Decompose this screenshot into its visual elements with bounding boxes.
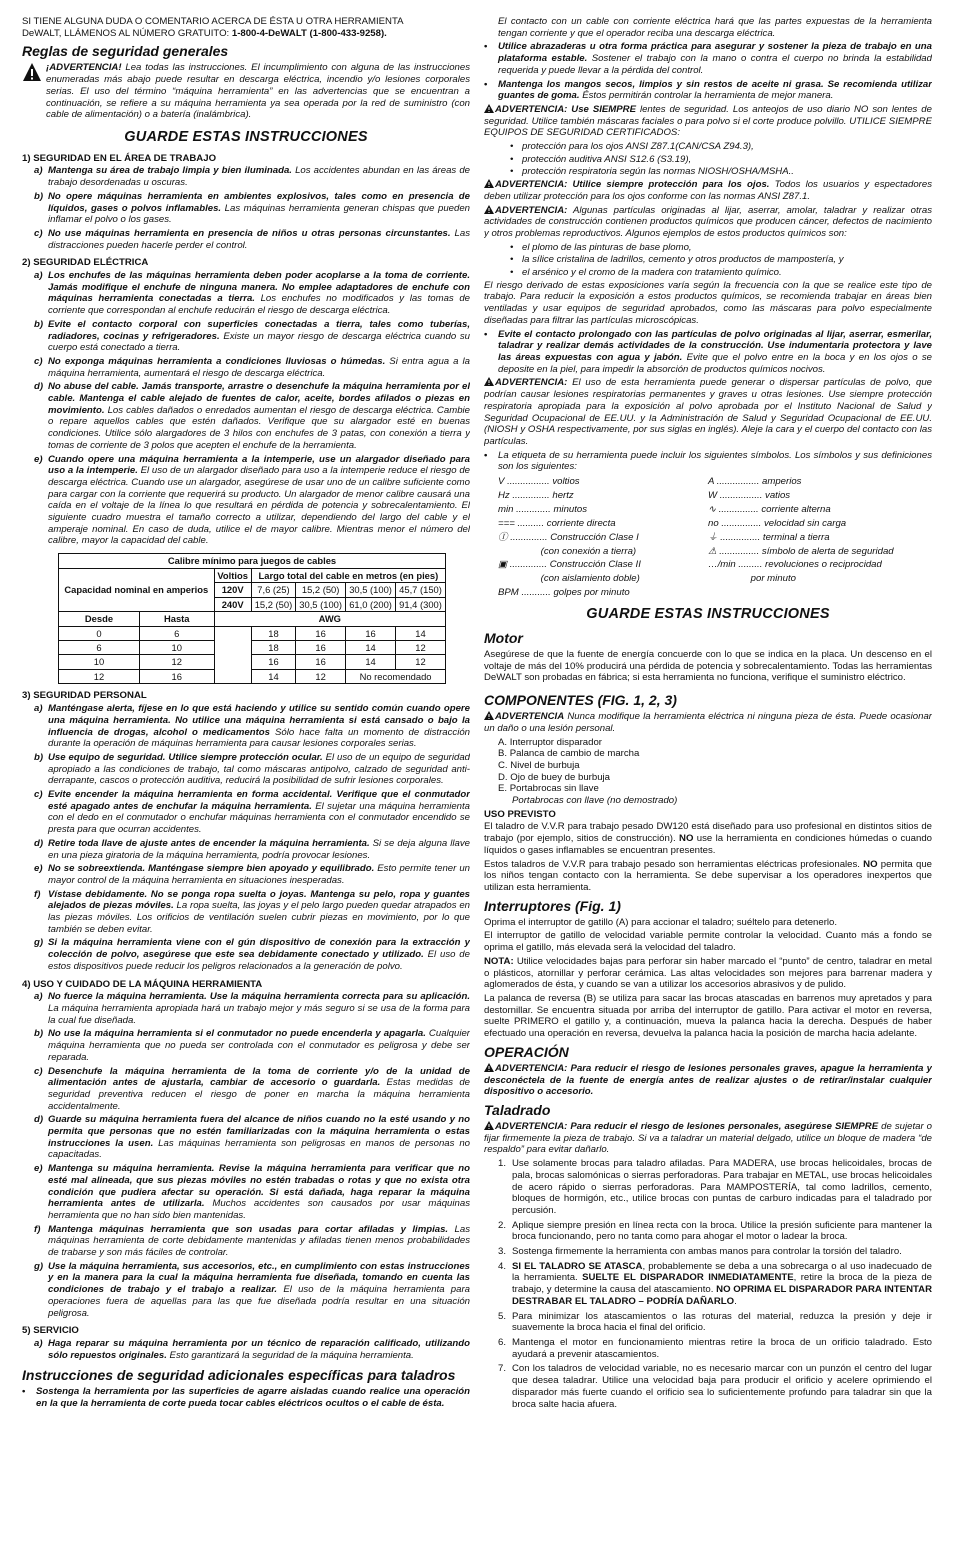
list-item: • protección auditiva ANSI S12.6 (S3.19), (510, 153, 692, 165)
warning-triangle-icon (484, 711, 494, 720)
list-item: e) No se sobreextienda. Manténgase siempre bien apoyado y equilibrado. Esto permite tener un mayor control de la máquina herramienta en situaciones inesperadas. (34, 863, 470, 886)
list-item: a) No fuerce la máquina herramienta. Use la máquina herramienta correcta para su aplicación. La máquina herramienta apropiada hará un trabajo mejor y más seguro si se usa de la forma para la cual fue diseñada. (34, 991, 470, 1026)
list-item: 5. Para minimizar los atascamientos o las roturas del material, reduzca la presión y deje ir suavemente la broca hacia el final del orificio. (498, 1310, 932, 1334)
list-item: c) Evite encender la máquina herramienta en forma accidental. Verifique que el conmutador esté apagado antes de enchufar la máquina herramienta. El sujetar una máquina herramienta con el dedo en el conmutador o enchufar máquinas herramienta con el conmutador encendido se presta para que ocurran accidentes. (34, 789, 470, 836)
warning-triangle-icon (484, 1063, 494, 1072)
intended-use-text-2: Estos taladros de V.V.R para trabajo pesado son herramientas eléctricas profesionales. NO permita que los niños tengan contacto con la herramienta. Se debe supervisar a los operadores inexpertos que utilizan esta herramienta. (484, 858, 932, 893)
list-item: El contacto con un cable con corriente eléctrica hará que las partes expuestas de la herramienta tengan corriente y que el operador reciba una descarga eléctrica. (498, 16, 932, 39)
left-column (22, 16, 470, 1562)
service-title: 5) SERVICIO (22, 1325, 79, 1337)
list-item: d) Retire toda llave de ajuste antes de encender la máquina herramienta. Si se deja alguna llave en una pieza giratoria de la máquina herramienta, podría provocar lesiones. (34, 837, 470, 861)
list-item: • la sílice cristalina de ladrillos, cemento y otros productos de mampostería, y (510, 254, 844, 266)
warning-eye: ADVERTENCIA: Utilice siempre protección para los ojos. Todos los usuarios y espectadores deben utilizar protección para los ojos conforme con las normas ANSI Z87.1. (484, 179, 932, 202)
operation-warning: ADVERTENCIA: Para reducir el riesgo de lesiones personales graves, apague la herramienta y desconéctela de la fuente de energía antes de realizar ajustes o de retirar/instalar cualquier dispositivo o accesorio. (484, 1062, 932, 1098)
components-warning: ADVERTENCIA Nunca modifique la herramienta eléctrica ni ninguna pieza de ésta. Puede ocasionar un daño o una lesión personal. (484, 711, 932, 734)
list-item: 6. Mantenga el motor en funcionamiento mientras retire la broca de un orificio taladrado. Esto ayudará a prevenir atascamientos. (498, 1337, 932, 1360)
list-item: • el plomo de las pinturas de base plomo, (510, 241, 692, 253)
list-item: g) Use la máquina herramienta, sus accesorios, etc., en cumplimiento con estas instrucciones y en la manera para la cual la máquina herramienta fue diseñada, tomando en cuenta las condiciones de trabajo y el trabajo a realizar. El uso de la máquina herramienta para operaciones fuera de aquellas para las que fue diseñada podría resultar en una situación peligrosa. (34, 1260, 470, 1319)
list-item: b) Use equipo de seguridad. Utilice siempre protección ocular. El uso de un equipo de seguridad apropiado a las condiciones de trabajo, tal como máscaras antipolvo, calzado de seguridad anti-derrapante, cascos o protección auditiva, reducirá la posibilidad de sufrir lesiones corporales. (34, 751, 470, 787)
list-item: e) Cuando opere una máquina herramienta a la intemperie, use un alargador diseñado para uso a la intemperie. El uso de un alargador diseñado para uso a la intemperie reduce el riesgo de descarga eléctrica. Cuando use un alargador, asegúrese de usar uno de un calibre suficiente como para cargar con la corriente que requerirá su producto. Un alargador de menor calibre causará una caída en el voltaje de la línea lo que resultará en pérdida de potencia y sobrecalentamiento. El siguiente cuadro muestra el tamaño correcto a utilizar, dependiendo del largo del cable y el amperaje nominal. En caso de duda, utilice el de mayor calibre. Mientras menor el número del calibre, mayor la capacidad del cable. (34, 453, 470, 547)
list-item: a) Haga reparar su máquina herramienta por un técnico de reparación calificado, utilizando sólo repuestos originales. Esto garantizará la seguridad de la máquina herramienta. (34, 1337, 470, 1361)
list-item: c) No exponga máquinas herramienta a condiciones lluviosas o húmedas. Si entra agua a la máquina herramienta, aumentará el riesgo de descarga eléctrica. (34, 355, 470, 379)
switches-note: NOTA: Utilice velocidades bajas para perforar sin haber marcado el “punto” de centro, taladrar en metal o plásticos, atornillar y perforar cerámica. Las altas velocidades son mejores para barrenar madera y aglomerados de ésta, y cuando se van a utilizar los accesorios abrasivos y de pulido. (484, 955, 932, 991)
intended-use-text: El taladro de V.V.R para trabajo pesado DW120 está diseñado para uso profesional en distintos sitios de trabajo (por ejemplo, sitios de construcción). NO use la herramienta en condiciones húmedas o cuando líquidos o gases inflamables se encuentran presentes. (484, 821, 932, 856)
list-item: C. Nivel de burbuja (498, 759, 580, 771)
risk-text: El riesgo derivado de estas exposiciones varía según la frecuencia con la que se realice este tipo de trabajo. Para reducir la exposición a estos productos químicos, se recomienda trabajar en áreas bien ventiladas y usar equipos de seguridad aprobados, como las máscaras para polvo especialmente diseñadas para filtrar las partículas microscópicas. (484, 279, 932, 326)
list-item: • el arsénico y el cromo de la madera con tratamiento químico. (510, 267, 782, 279)
list-item: c) No use máquinas herramienta en presencia de niños u otras personas circunstantes. Las distracciones pueden hacerle perder el control. (34, 227, 470, 251)
table-row: 10 12 16 16 14 12 (59, 655, 446, 669)
motor-text: Asegúrese de que la fuente de energía concuerde con lo que se indica en la placa. Un descenso en el voltaje de más del 10% producirá una pérdida de potencia y sobrecalentamiento. Todas las herramientas DeWALT son probadas en fábrica; si esta herramienta no funciona, verifique el suministro eléctrico. (484, 648, 932, 684)
switches-p2: El interruptor de gatillo de velocidad variable permite controlar la velocidad. Cuanto más a fondo se oprima el gatillo, más elevada será la velocidad del taladro. (484, 930, 932, 954)
work-area-title: 1) SEGURIDAD EN EL ÁREA DE TRABAJO (22, 152, 217, 164)
electrical-title: 2) SEGURIDAD ELÉCTRICA (22, 257, 149, 269)
table-row: 0 6 18 16 16 14 (59, 626, 446, 640)
gauge-table: Calibre mínimo para juegos de cables Capacidad nominal en amperios Voltios Largo total del cable en metros (en pies) 120V 7,6 (25) 15,2 (50) 30,5 (100) 45,7 (150) 240V 15,2 (50) 30,5 (100) 61,0 (200) 91,4 (300) Desde Hasta AWG 0 6 18 16 16 14 6 10 18 16 14 12 10 12 16 16 14 12 12 16 14 12 No recomendado (58, 553, 446, 684)
warning-dust: ADVERTENCIA: El uso de esta herramienta puede generar o dispersar partículas de polvo, que podrían causar lesiones respiratorias permanentes y graves u otras lesiones. Use siempre protección respiratoria apropiada para la exposición al polvo aprobada por el Instituto Nacional de Salud y Seguridad Ocupacional de EE.UU. y la Administración de Salud y Seguridad Ocupacional de EE.UU. (NIOSH y OSHA respectivamente, por sus siglas en inglés). Aleje la cara y el cuerpo del contacto con las partículas. (484, 377, 932, 447)
list-item: 7. Con los taladros de velocidad variable, no es necesario marcar con un punzón el centro del lugar que desea taladrar. Utilice una velocidad baja para producir el orificio y acelere oprimiendo el disparador más fuerte cuando el orificio sea lo suficientemente profundo para taladrar sin que la broca salte hacia afuera. (498, 1363, 932, 1410)
list-item: d) No abuse del cable. Jamás transporte, arrastre o desenchufe la máquina herramienta por el cable. Mantenga el cable alejado de fuentes de calor, aceite, bordes afilados o piezas en movimiento. Los cables dañados o enredados aumentan el riesgo de descarga eléctrica. Cambie o repare aquellos cables que estén dañados. Verifique que su alargador esté en buenas condiciones. Utilice sólo alargadores de 3 hilos con enchufes de 3 patas, con conexión a tierra y tomas de corriente de 3 polos que acepten el enchufe de la herramienta. (34, 381, 470, 451)
list-item: a) Manténgase alerta, fíjese en lo que está haciendo y utilice su sentido común cuando opere una máquina herramienta. No utilice una máquina herramienta si está cansado o bajo la influencia de drogas, alcohol o medicamentos Sólo hace falta un momento de distracción durante la operación de máquinas herramienta para causar lesiones corporales serias. (34, 703, 470, 750)
list-item: E. Portabrocas sin llave (498, 783, 599, 795)
table-row: 12 16 14 12 No recomendado (59, 669, 446, 683)
list-item: f) Vístase debidamente. No se ponga ropa suelta o joyas. Mantenga su pelo, ropa y guantes alejados de piezas móviles. La ropa suelta, las joyas y el pelo largo pueden quedar atrapados en las piezas móviles. Los orificios de ventilación suelen cubrir piezas en movimiento, por lo que también se deben evitar. (34, 888, 470, 935)
symbol-table: V ................ voltios A ................ amperios Hz .............. hertz W ................ vatios min ............. minutos ∿ ............... corriente alterna === .......... corriente directa no ............... velocidad sin carga Ⓘ .............. Construcción Clase I ⏚ ............... terminal a tierra (con conexión a tierra) ⚠ ............... símbolo de alerta de seguridad ▣ .............. Construcción Clase II …/min ......... revoluciones o reciprocidad (con aislamiento doble) por minuto BPM ........... golpes por minuto (498, 476, 894, 599)
warning-chemicals: ADVERTENCIA: Algunas partículas originadas al lijar, aserrar, amolar, taladrar y realizar otras actividades de construcción contienen productos químicos que producen cáncer, defectos de nacimiento y otros problemas reproductivos. Algunos ejemplos de estos productos químicos son: (484, 204, 932, 239)
list-item: • Sostenga la herramienta por las superficies de agarre aisladas cuando realice una operación en la que la herramienta de corte pueda tocar cables eléctricos ocultos o el cable de ésta. (22, 1386, 470, 1410)
drilling-title: Taladrado (484, 1101, 551, 1118)
drilling-warning: ADVERTENCIA: Para reducir el riesgo de lesiones personales, asegúrese SIEMPRE de sujetar o fijar firmemente la pieza de trabajo. Si va a taladrar un material delgado, utilice un bloque de madera “de respaldo” para evitar dañarlo. (484, 1121, 932, 1156)
list-item: 4. SI EL TALADRO SE ATASCA, probablemente se deba a una sobrecarga o al uso inadecuado de la herramienta. SUELTE EL DISPARADOR INMEDIATAMENTE, retire la broca de la pieza de trabajo, y determine la causa del atascamiento. NO OPRIMA EL DISPARADOR PARA INTENTAR DESTRABAR EL TALADRO – PODRÍA DAÑARLO. (498, 1260, 932, 1307)
save-instructions-heading: GUARDE ESTAS INSTRUCCIONES (124, 129, 368, 145)
warning-triangle-icon (484, 104, 494, 113)
motor-title: Motor (484, 629, 523, 646)
list-item: a) Los enchufes de las máquinas herramienta deben poder acoplarse a la toma de corriente. Jamás modifique el enchufe de ninguna manera. No emplee adaptadores de enchufe con máquinas herramienta conectadas a tierra. Los enchufes no modificados y las tomas de corriente que correspondan al enchufe reducirán el riesgo de descarga eléctrica. (34, 270, 470, 317)
list-item: • protección respiratoria según las normas NIOSH/OSHA/MSHA.. (510, 166, 794, 178)
switches-p3: La palanca de reversa (B) se utiliza para sacar las brocas atascadas en barrenos muy apretados y para destornillar. Se encuentra situada por arriba del interruptor de gatillo. Para activar el motor en reversa, suelte PRIMERO el gatillo y, a continuación, mueva la palanca hacia la derecha. Después de haber efectuado una operación en reversa, devuelva la palanca hacia la posición de marcha hacia adelante. (484, 992, 932, 1040)
list-item: • Utilice abrazaderas u otra forma práctica para asegurar y sostener la pieza de trabajo en una plataforma estable. Sostener el trabajo con la mano o contra el cuerpo no brinda la estabilidad requerida y puede llevar a la pérdida del control. (484, 41, 932, 76)
switches-p1: Oprima el interruptor de gatillo (A) para accionar el taladro; suéltelo para detenerlo. (484, 916, 838, 928)
warning-triangle-icon (484, 1121, 494, 1130)
list-item: b) Evite el contacto corporal con superficies conectadas a tierra, tales como tuberías, radiadores, cocinas y refrigeradores. Existe un mayor riesgo de descarga eléctrica cuando su cuerpo está conectado a tierra. (34, 318, 470, 354)
list-item: • Mantenga los mangos secos, limpios y sin restos de aceite ni grasa. Se recomienda utilizar guantes de goma. Éstos permitirán controlar la herramienta de mejor manera. (484, 78, 932, 102)
list-item: B. Palanca de cambio de marcha (498, 748, 640, 760)
list-item: a) Mantenga su área de trabajo limpia y bien iluminada. Los accidentes abundan en las áreas de trabajo desordenadas u oscuras. (34, 165, 470, 189)
list-item: g) Si la máquina herramienta viene con el gún dispositivo de conexión para la extracción y colección de polvo, asegúrese que este sea debidamente conectado y utilizado. El uso de estos dispositivos puede reducir los peligros relacionados a la generación de polvo. (34, 937, 470, 972)
list-item: 1. Use solamente brocas para taladro afiladas. Para MADERA, use brocas helicoidales, brocas de pala, brocas salomónicas o sierras perforadoras. Para trabajar en METAL, use brocas helicoidales de acero rápido o sierras perforadoras. Para MAMPOSTERÍA, tal como ladrillos, cemento, bloques de hormigón, etc., utilice brocas con puntas de carburo indicadas para el taladrado por percusión. (498, 1158, 932, 1216)
contact-line: SI TIENE ALGUNA DUDA O COMENTARIO ACERCA DE ÉSTA U OTRA HERRAMIENTA DeWALT, LLÁMENOS AL NÚMERO GRATUITO: 1-800-4-DeWALT (1-800-433-9258). (22, 16, 404, 39)
list-item: 2. Aplique siempre presión en línea recta con la broca. Utilice la presión suficiente para mantener la broca funcionando, pero no tanta como para ahogar el motor o ladear la broca. (498, 1219, 932, 1243)
general-warning: ¡ADVERTENCIA! Lea todas las instrucciones. El incumplimiento con alguna de las instrucciones enumeradas más abajo puede resultar en descarga eléctrica, incendio y/o lesiones corporales serias. El uso del término “máquina herramienta” en las advertencias que se encuentran a continuación, se refiere a su máquina herramienta ya sea operada por la red de suministro (con cable de alimentación) o a batería (inalámbrica). (22, 62, 470, 123)
work-area-list (22, 165, 470, 251)
tool-use-list (22, 991, 470, 1319)
warning-triangle-icon (22, 62, 42, 82)
right-column (484, 16, 932, 1562)
list-item: • La etiqueta de su herramienta puede incluir los siguientes símbolos. Los símbolos y sus definiciones son los siguientes: (484, 449, 932, 473)
electrical-list (22, 270, 470, 547)
list-item: f) Mantenga máquinas herramienta que son usadas para cortar afiladas y limpias. Las máquinas herramienta de corte debidamente mantenidas y afiladas tienen menos probabilidades de trabarse y son más fáciles de controlar. (34, 1223, 470, 1259)
save-instructions-heading-2: GUARDE ESTAS INSTRUCCIONES (586, 606, 830, 623)
general-rules-title: Reglas de seguridad generales (22, 43, 229, 60)
list-item: • protección para los ojos ANSI Z87.1(CAN/CSA Z94.3), (510, 141, 754, 153)
list-item: D. Ojo de buey de burbuja (498, 771, 611, 783)
warning-glasses: ADVERTENCIA: Use SIEMPRE lentes de seguridad. Los anteojos de uso diario NO son lentes de seguridad. Utilice también máscaras faciales o para polvo si el corte produce polvillo. UTILICE SIEMPRE EQUIPOS DE SEGURIDAD CERTIFICADOS: (484, 103, 932, 139)
list-item: e) Mantenga su máquina herramienta. Revise la máquina herramienta para verificar que no esté mal alineada, que sus piezas móviles no estén trabadas o rotas y que no exista otra condición que pudiera afectar su operación. Si está dañada, haga reparar la máquina herramienta antes de utilizarla. Muchos accidentes son causados por usar máquinas herramienta que no han sido bien mantenidas. (34, 1163, 470, 1221)
list-item: d) Guarde su máquina herramienta fuera del alcance de niños cuando no la esté usando y no permita que personas que no estén familiarizadas con la máquina herramienta o estas instrucciones la usen. Las máquinas herramienta son peligrosas en manos de personas no capacitadas. (34, 1114, 470, 1161)
list-item: • Evite el contacto prolongado con las partículas de polvo originadas al lijar, aserrar, esmerilar, taladrar y realizar demás actividades de la construcción. Use indumentaria protectora y lave las áreas expuestas con agua y jabón. Evite que el polvo entre en la boca y en los ojos o se deposite en la piel, para impedir la absorción de productos químicos nocivos. (484, 328, 932, 375)
list-item: c) Desenchufe la máquina herramienta de la toma de corriente y/o de la unidad de alimentación antes de ajustarla, cambiar de accesorio o guardarla. Estas medidas de seguridad preventiva reducen el riesgo de poner en marcha la máquina herramienta accidentalmente. (34, 1065, 470, 1112)
list-item: b) No opere máquinas herramienta en ambientes explosivos, tales como en presencia de líquidos, gases o polvos inflamables. Las máquinas herramienta generan chispas que pueden inflamar el polvo o los gases. (34, 190, 470, 226)
personal-title: 3) SEGURIDAD PERSONAL (22, 690, 147, 702)
personal-list (22, 703, 470, 972)
warning-triangle-icon (484, 205, 494, 214)
list-item: Portabrocas con llave (no demostrado) (512, 795, 678, 807)
list-item: 3. Sostenga firmemente la herramienta con ambas manos para controlar la torsión del taladro. (498, 1246, 902, 1258)
warning-triangle-icon (484, 179, 494, 188)
table-row: 6 10 18 16 14 12 (59, 641, 446, 655)
list-item: A. Interruptor disparador (498, 736, 602, 748)
tool-use-title: 4) USO Y CUIDADO DE LA MÁQUINA HERRAMIENTA (22, 978, 263, 990)
components-title: COMPONENTES (FIG. 1, 2, 3) (484, 692, 677, 709)
intended-use-title: USO PREVISTO (484, 808, 556, 820)
warning-triangle-icon (484, 377, 494, 386)
list-item: b) No use la máquina herramienta si el conmutador no puede encenderla y apagarla. Cualquier máquina herramienta que no pueda ser controlada con el conmutador es peligrosa y debe ser reparada. (34, 1028, 470, 1063)
service-list (22, 1338, 470, 1361)
switches-title: Interruptores (Fig. 1) (484, 897, 621, 914)
operation-title: OPERACIÓN (484, 1043, 569, 1060)
drill-rules-title: Instrucciones de seguridad adicionales específicas para taladros (22, 1367, 456, 1384)
